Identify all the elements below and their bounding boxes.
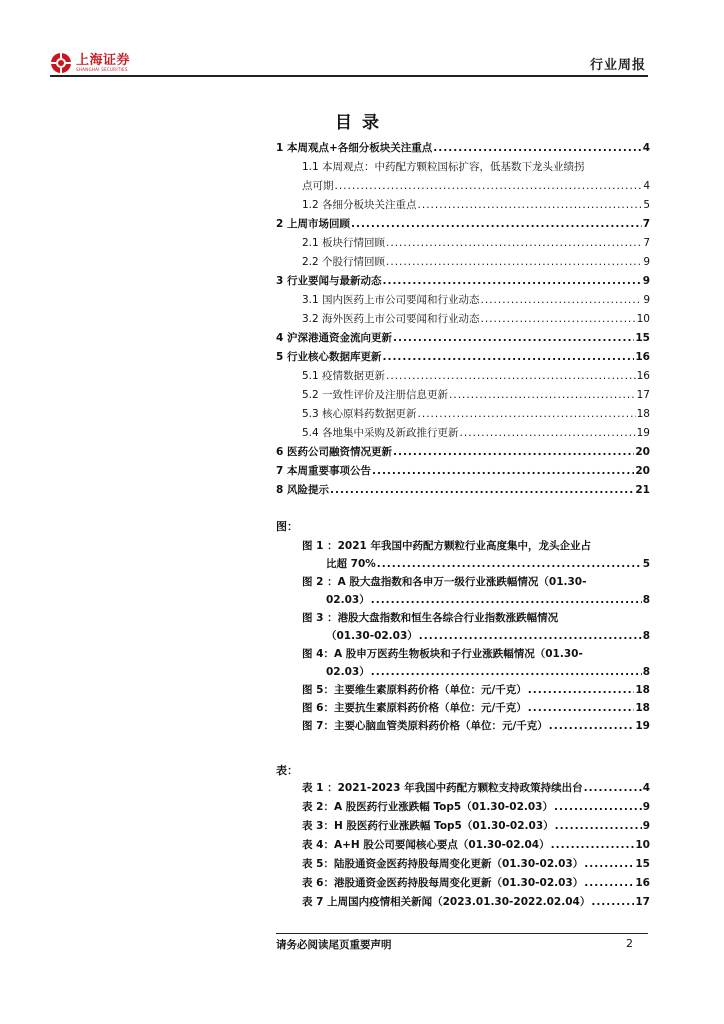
leader-dots <box>584 782 642 795</box>
entry-page: 17 <box>636 389 650 401</box>
leader-dots <box>528 684 635 697</box>
entry-row[interactable] <box>276 218 650 231</box>
entry-page: 9 <box>642 275 650 287</box>
entry-row[interactable] <box>276 896 650 909</box>
entry-row[interactable] <box>276 484 650 497</box>
footer-divider <box>276 933 648 934</box>
entry-page: 16 <box>635 877 650 889</box>
entry-title: 2.1 板块行情回顾 <box>302 237 386 249</box>
entry-row[interactable] <box>276 370 650 383</box>
entry-page: 10 <box>636 313 650 325</box>
entry-page: 8 <box>642 666 650 678</box>
leader-dots <box>382 351 634 364</box>
leader-dots <box>418 199 643 212</box>
leader-dots <box>418 408 636 421</box>
entry-row[interactable] <box>276 332 650 345</box>
entry-title: 表 6：港股通资金医药持股每周变化更新（01.30-02.03） <box>302 877 584 889</box>
entry-row[interactable] <box>276 313 650 326</box>
leader-dots <box>554 801 642 814</box>
entry-page: 5 <box>643 199 650 211</box>
entry-title: 2 上周市场回顾 <box>276 218 350 230</box>
entry-page: 9 <box>643 294 650 306</box>
entry-page: 9 <box>643 256 650 268</box>
entry-row[interactable] <box>276 666 650 679</box>
entry-title-cont: 点可期 <box>302 180 334 192</box>
report-type: 行业周报 <box>589 58 646 73</box>
entry-row[interactable] <box>276 630 650 643</box>
entry-page: 7 <box>642 218 650 230</box>
entry-title: 1.2 各细分板块关注重点 <box>302 199 417 211</box>
entry-row[interactable] <box>276 702 650 715</box>
entry-page: 4 <box>643 180 650 192</box>
entry-row[interactable] <box>276 256 650 269</box>
entry-title: 表 1 ：2021-2023 年我国中药配方颗粒支持政策持续出台 <box>302 782 583 794</box>
leader-dots <box>528 702 635 715</box>
entry-title: 2.2 个股行情回顾 <box>302 256 386 268</box>
leader-dots <box>419 630 642 643</box>
entry-title: 5.3 核心原料药数据更新 <box>302 408 417 420</box>
footer-disclaimer: 请务必阅读尾页重要声明 <box>276 939 392 951</box>
leader-dots <box>371 666 642 679</box>
brand-name-en: SHANGHAI SECURITIES <box>76 67 128 72</box>
entry-page: 16 <box>636 370 650 382</box>
entry-page: 16 <box>635 351 650 363</box>
entry-title: 5.1 疫情数据更新 <box>302 370 386 382</box>
leader-dots <box>386 256 642 269</box>
entry-row[interactable] <box>276 199 650 212</box>
entry-title: 6 医药公司融资情况更新 <box>276 446 392 458</box>
entry-row[interactable] <box>276 180 650 193</box>
entry-title: 5.2 一致性评价及注册信息更新 <box>302 389 449 401</box>
entry-page: 8 <box>642 594 650 606</box>
leader-dots <box>584 877 634 890</box>
leader-dots <box>584 858 634 871</box>
entry-title-cont: 比超 70% <box>326 558 376 570</box>
leader-dots <box>555 820 642 833</box>
leader-dots <box>372 465 634 478</box>
entry-row[interactable] <box>276 237 650 250</box>
entry-title: 表 3：H 股医药行业涨跌幅 Top5（01.30-02.03） <box>302 820 554 832</box>
entry-row[interactable] <box>276 351 650 364</box>
entry-title[interactable]: 图 4：A 股申万医药生物板块和子行业涨跌幅情况（01.30- <box>302 648 583 660</box>
leader-dots <box>351 218 642 231</box>
page-header <box>50 50 648 76</box>
entry-title[interactable]: 图 1 ：2021 年我国中药配方颗粒行业高度集中，龙头企业占 <box>302 540 591 552</box>
leader-dots <box>393 446 634 459</box>
table-list <box>276 782 650 915</box>
brand-logo <box>50 52 130 74</box>
entry-page: 18 <box>635 702 650 714</box>
entry-title[interactable]: 图 3 ：港股大盘指数和恒生各综合行业指数涨跌幅情况 <box>302 612 559 624</box>
entry-title: 3.1 国内医药上市公司要闻和行业动态 <box>302 294 480 306</box>
leader-dots <box>481 313 636 326</box>
leader-dots <box>591 896 634 909</box>
entry-row[interactable] <box>276 142 650 155</box>
leader-dots <box>386 370 636 383</box>
entry-row[interactable] <box>276 801 650 814</box>
entry-page: 9 <box>642 820 650 832</box>
figures-heading: 图： <box>276 520 298 533</box>
entry-page: 15 <box>635 858 650 870</box>
entry-title: 7 本周重要事项公告 <box>276 465 371 477</box>
entry-title: 图 6：主要抗生素原料药价格（单位：元/千克） <box>302 702 527 714</box>
leader-dots <box>449 389 636 402</box>
entry-row[interactable] <box>276 820 650 833</box>
header-divider <box>50 75 648 77</box>
entry-title: 8 风险提示 <box>276 484 329 496</box>
entry-row[interactable] <box>276 558 650 571</box>
entry-title: 5.4 各地集中采购及新政推行更新 <box>302 427 459 439</box>
entry-page: 17 <box>635 896 650 908</box>
entry-row[interactable] <box>276 594 650 607</box>
leader-dots <box>371 594 642 607</box>
entry-title: 3.2 海外医药上市公司要闻和行业动态 <box>302 313 480 325</box>
entry-row[interactable] <box>276 782 650 795</box>
entry-title[interactable]: 图 2 ：A 股大盘指数和各申万一级行业涨跌幅情况（01.30- <box>302 576 587 588</box>
entry-row[interactable] <box>276 408 650 421</box>
entry-page: 10 <box>635 839 650 851</box>
entry-row[interactable] <box>276 389 650 402</box>
entry-page: 18 <box>635 684 650 696</box>
entry-title: 表 4：A+H 股公司要闻核心要点（01.30-02.04） <box>302 839 550 851</box>
leader-dots <box>386 237 642 250</box>
entry-row[interactable] <box>276 446 650 459</box>
entry-row[interactable] <box>276 720 650 733</box>
leader-dots <box>460 427 636 440</box>
entry-title: 表 2：A 股医药行业涨跌幅 Top5（01.30-02.03） <box>302 801 553 813</box>
entry-title-cont: 02.03） <box>326 594 370 606</box>
entry-title: 图 5：主要维生素原料药价格（单位：元/千克） <box>302 684 527 696</box>
entry-page: 20 <box>635 446 650 458</box>
entry-page: 9 <box>642 801 650 813</box>
entry-page: 8 <box>642 630 650 642</box>
brand-name-cn: 上海证券 <box>76 53 131 68</box>
leader-dots <box>335 180 643 193</box>
entry-title: 5 行业核心数据库更新 <box>276 351 382 363</box>
entry-title[interactable]: 1.1 本周观点：中药配方颗粒国标扩容，低基数下龙头业绩拐 <box>302 161 585 173</box>
entry-page: 20 <box>635 465 650 477</box>
entry-page: 4 <box>642 142 650 154</box>
leader-dots <box>377 558 642 571</box>
entry-row[interactable] <box>276 465 650 478</box>
leader-dots <box>433 142 641 155</box>
entry-page: 4 <box>642 782 650 794</box>
leader-dots <box>481 294 643 307</box>
entry-page: 18 <box>636 408 650 420</box>
entry-page: 21 <box>635 484 650 496</box>
figure-list <box>276 540 650 738</box>
leader-dots <box>551 839 635 852</box>
leader-dots <box>382 275 641 288</box>
entry-page: 15 <box>635 332 650 344</box>
entry-page: 5 <box>642 558 650 570</box>
entry-title-cont: （01.30-02.03） <box>326 630 418 642</box>
entry-title: 1 本周观点+各细分板块关注重点 <box>276 142 433 154</box>
page-title: 目录 <box>335 113 389 133</box>
leader-dots <box>330 484 634 497</box>
entry-title: 表 7 上周国内疫情相关新闻（2023.01.30-2022.02.04） <box>302 896 591 908</box>
entry-title: 图 7：主要心脑血管类原料药价格（单位：元/千克） <box>302 720 548 732</box>
entry-page: 19 <box>635 720 650 732</box>
entry-page: 7 <box>643 237 650 249</box>
entry-row[interactable] <box>276 427 650 440</box>
page-number: 2 <box>626 937 633 950</box>
entry-title: 3 行业要闻与最新动态 <box>276 275 382 287</box>
entry-row[interactable] <box>276 294 650 307</box>
brand-logo-icon <box>50 52 72 74</box>
leader-dots <box>549 720 635 733</box>
leader-dots <box>393 332 634 345</box>
entry-title: 4 沪深港通资金流向更新 <box>276 332 392 344</box>
entry-row[interactable] <box>276 684 650 697</box>
entry-row[interactable] <box>276 858 650 871</box>
entry-row[interactable] <box>276 275 650 288</box>
table-of-contents <box>276 142 650 503</box>
entry-page: 19 <box>636 427 650 439</box>
entry-title-cont: 02.03） <box>326 666 370 678</box>
entry-row[interactable] <box>276 839 650 852</box>
entry-row[interactable] <box>276 877 650 890</box>
entry-title: 表 5：陆股通资金医药持股每周变化更新（01.30-02.03） <box>302 858 584 870</box>
tables-heading: 表： <box>276 764 298 777</box>
